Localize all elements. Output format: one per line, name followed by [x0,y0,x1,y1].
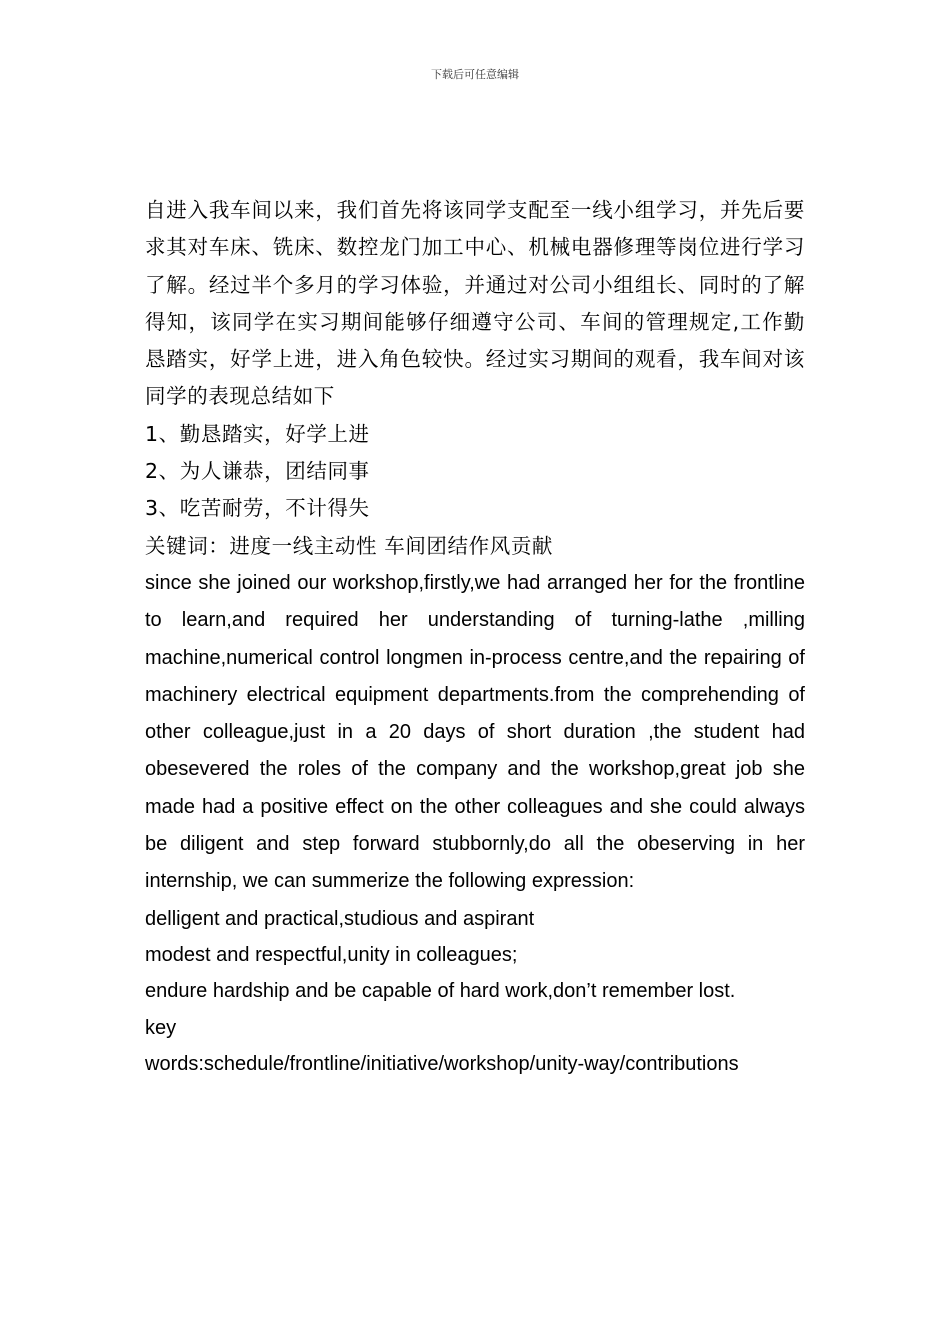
page-header: 下载后可任意编辑 [431,68,519,81]
chinese-point-3: 3、吃苦耐劳，不计得失 [145,496,370,521]
english-point-1: delligent and practical,studious and aspirant [145,907,535,930]
english-point-3: endure hardship and be capable of hard work,don’t remember lost. [145,980,736,1003]
document-body [145,192,805,1082]
english-paragraph: since she joined our workshop,firstly,we had arranged her for the frontline to learn,and required her understanding of turning-lathe ,milling machine,numerical control longmen in-process centre,and the repairing of machinery electrical equipment departments.from the comprehending of other colleague,just in a 20 days of short duration ,the student had obesevered the roles of the company and the workshop,great job she made had a positive effect on the other colleagues and she could always be diligent and step forward stubbornly,do all the obeserving in her internship, we can summerize the following expression: [145,571,805,893]
chinese-intro-paragraph: 自进入我车间以来，我们首先将该同学支配至一线小组学习，并先后要求其对车床、铣床、数控龙门加工中心、机械电器修理等岗位进行学习了解。经过半个多月的学习体验，并通过对公司小组组长、同时的了解得知，该同学在实习期间能够仔细遵守公司、车间的管理规定,工作勤恳踏实，好学上进，进入角色较快。经过实习期间的观看，我车间对该同学的表现总结如下 [145,198,805,409]
chinese-keywords: 关键词：进度一线主动性 车间团结作风贡献 [145,533,554,558]
chinese-point-2: 2、为人谦恭，团结同事 [145,459,370,484]
english-keywords-value: words:schedule/frontline/initiative/workshop/unity-way/contributions [145,1052,739,1075]
english-point-2: modest and respectful,unity in colleagues; [145,943,518,966]
chinese-point-1: 1、勤恳踏实，好学上进 [145,421,370,446]
english-keywords-label: key [145,1016,177,1039]
